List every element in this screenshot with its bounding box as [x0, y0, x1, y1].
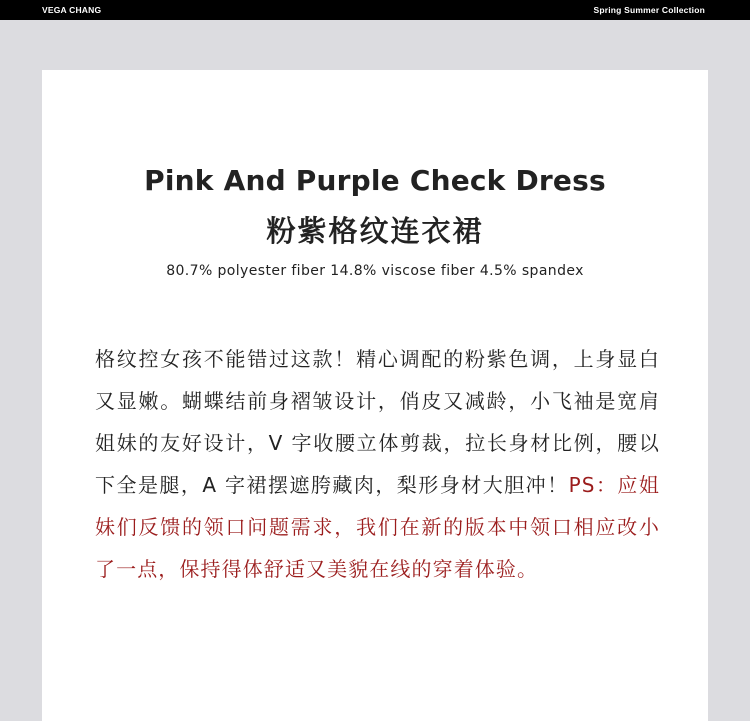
brand-name: VEGA CHANG	[42, 5, 102, 15]
product-description	[95, 338, 660, 590]
description-note: PS：应姐妹们反馈的领口问题需求，我们在新的版本中领口相应改小了一点，保持得体舒适又美貌在线的穿着体验。	[95, 473, 660, 581]
product-title-cn: 粉紫格纹连衣裙	[266, 214, 484, 248]
product-title-en: Pink And Purple Check Dress	[144, 164, 606, 197]
description-main: 格纹控女孩不能错过这款！精心调配的粉紫色调，上身显白又显嫩。蝴蝶结前身褶皱设计，俏皮又减龄，小飞袖是宽肩姐妹的友好设计，V 字收腰立体剪裁，拉长身材比例，腰以下全是腿，A 字裙摆遮胯藏肉，梨形身材大胆冲！	[95, 347, 660, 497]
material-composition: 80.7% polyester fiber 14.8% viscose fiber 4.5% spandex	[166, 263, 584, 279]
collection-label: Spring Summer Collection	[593, 5, 705, 15]
product-card	[42, 70, 708, 721]
top-bar	[0, 0, 750, 20]
